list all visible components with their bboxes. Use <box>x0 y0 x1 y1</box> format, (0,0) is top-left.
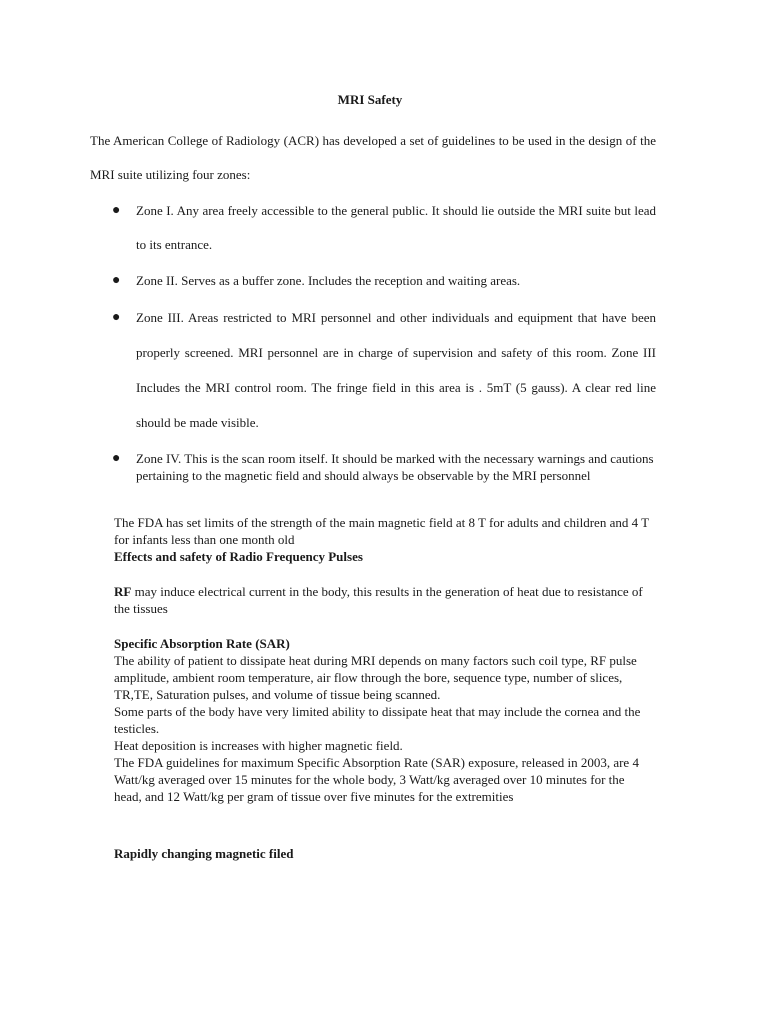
rf-lead-term: RF <box>114 584 132 599</box>
zone-item-2 <box>90 264 656 298</box>
fda-limits-paragraph: The FDA has set limits of the strength of the main magnetic field at 8 T for adults and children and 4 T for infants less than one month old <box>114 515 649 547</box>
zone-item-3 <box>90 300 656 440</box>
bullet-icon: ● <box>112 203 121 218</box>
rapid-field-heading: Rapidly changing magnetic filed <box>114 846 294 861</box>
sar-paragraph-body-parts: Some parts of the body have very limited ability to dissipate heat that may include the cornea and the testicles. <box>114 704 641 736</box>
sar-paragraph-heat: Heat deposition is increases with higher magnetic field. <box>114 738 403 753</box>
zone-item-4 <box>90 450 656 484</box>
rf-paragraph <box>114 583 654 617</box>
sar-paragraph-fda: The FDA guidelines for maximum Specific Absorption Rate (SAR) exposure, released in 2003, are 4 Watt/kg averaged over 15 minutes for the whole body, 3 Watt/kg averaged over 10 minutes for the head, and 12 Watt/kg per gram of tissue over five minutes for the extremities <box>114 755 639 804</box>
sar-section-heading: Specific Absorption Rate (SAR) <box>114 636 290 651</box>
zone-list <box>90 194 656 484</box>
bullet-icon: ● <box>112 273 121 288</box>
intro-paragraph: The American College of Radiology (ACR) has developed a set of guidelines to be used in the design of the MRI suite utilizing four zones: <box>90 133 656 182</box>
zone-text: Zone III. Areas restricted to MRI personnel and other individuals and equipment that have been properly screened. MRI personnel are in charge of supervision and safety of this room. Zone III Includes the MRI control room. The fringe field in this area is . 5mT (5 gauss). A clear red line should be made visible. <box>136 310 656 430</box>
rf-paragraph-text: may induce electrical current in the body, this results in the generation of heat due to resistance of the tissues <box>114 584 643 616</box>
zone-item-1 <box>90 194 656 262</box>
sar-paragraph-factors: The ability of patient to dissipate heat during MRI depends on many factors such coil type, RF pulse amplitude, ambient room temperature, air flow through the bore, sequence type, number of slices, TR,TE, Saturation pulses, and volume of tissue being scanned. <box>114 653 637 702</box>
sar-body <box>114 652 654 805</box>
zone-text: Zone IV. This is the scan room itself. It should be marked with the necessary warnings and cautions pertaining to the magnetic field and should always be observable by the MRI personnel <box>136 451 654 483</box>
bullet-icon: ● <box>112 310 121 325</box>
zone-text: Zone II. Serves as a buffer zone. Includes the reception and waiting areas. <box>136 273 521 288</box>
rf-section-heading: Effects and safety of Radio Frequency Pulses <box>114 549 363 564</box>
bullet-icon: ● <box>112 451 121 466</box>
zone-text: Zone I. Any area freely accessible to the general public. It should lie outside the MRI suite but lead to its entrance. <box>136 203 656 252</box>
page-title: MRI Safety <box>337 92 403 107</box>
